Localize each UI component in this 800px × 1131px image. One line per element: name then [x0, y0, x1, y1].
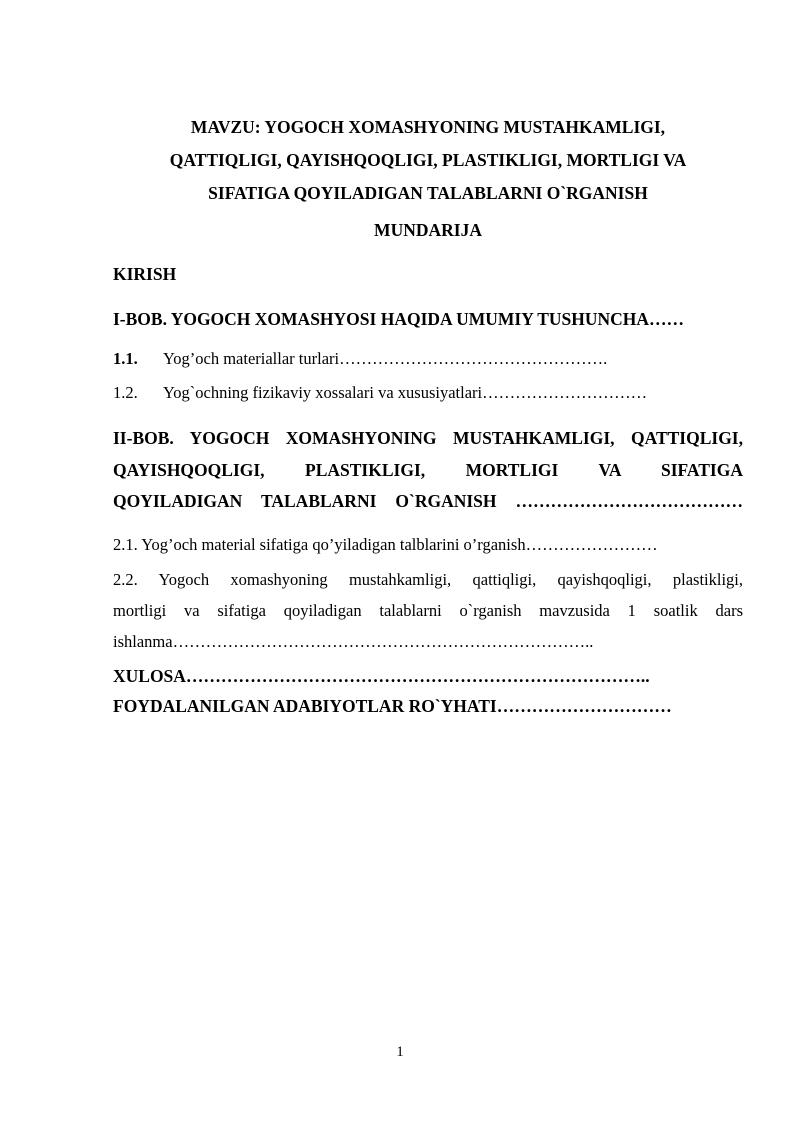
toc-references: FOYDALANILGAN ADABIYOTLAR RO`YHATI…………………………: [113, 696, 672, 716]
chapter-2-line-2: QAYISHQOQLIGI, PLASTIKLIGI, MORTLIGI VA SIFATIGA: [113, 459, 743, 480]
toc-section-1-1: [113, 348, 743, 370]
contents-heading: MUNDARIJA: [374, 220, 482, 240]
chapter-2-line-3: QOYILADIGAN TALABLARNI O`RGANISH …………………………………: [113, 491, 743, 511]
toc-chapter-1: I-BOB. YOGOCH XOMASHYOSI HAQIDA UMUMIY TUSHUNCHA……: [113, 309, 685, 329]
section-2-2-line-3: ishlanma…………………………………………………………………..: [113, 632, 594, 651]
title-line-1: MAVZU: YOGOCH XOMASHYONING MUSTAHKAMLIGI,: [190, 117, 666, 137]
title-line-2: QATTIQLIGI, QAYISHQOQLIGI, PLASTIKLIGI, MORTLIGI VA: [169, 150, 687, 170]
toc-intro: KIRISH: [113, 264, 177, 284]
toc-section-2-1: 2.1. Yog’och material sifatiga qo’yiladigan talblarini o’rganish……………………: [113, 535, 658, 554]
section-text: Yog’och materiallar turlari………………………………………….: [163, 349, 608, 368]
section-2-2-line-1: 2.2. Yogoch xomashyoning mustahkamligi, qattiqligi, qayishqoqligi, plastikligi,: [113, 570, 743, 589]
page-number: 1: [396, 1044, 404, 1060]
title-line-3: SIFATIGA QOYILADIGAN TALABLARNI O`RGANISH: [208, 183, 648, 203]
toc-chapter-2: [113, 423, 743, 518]
document-title: [113, 111, 743, 210]
toc-section-1-2: [113, 382, 743, 404]
toc-conclusion: XULOSA……………………………………………………………………..: [113, 666, 650, 686]
toc-section-2-2: [113, 564, 743, 657]
section-2-2-line-2: mortligi va sifatiga qoyiladigan talablarni o`rganish mavzusida 1 soatlik dars: [113, 601, 743, 620]
chapter-2-line-1: II-BOB. YOGOCH XOMASHYONING MUSTAHKAMLIGI, QATTIQLIGI,: [113, 428, 743, 448]
section-number: 1.2.: [113, 383, 138, 402]
section-text: Yog`ochning fizikaviy xossalari va xususiyatlari…………………………: [163, 383, 648, 402]
section-number: 1.1.: [113, 349, 138, 368]
